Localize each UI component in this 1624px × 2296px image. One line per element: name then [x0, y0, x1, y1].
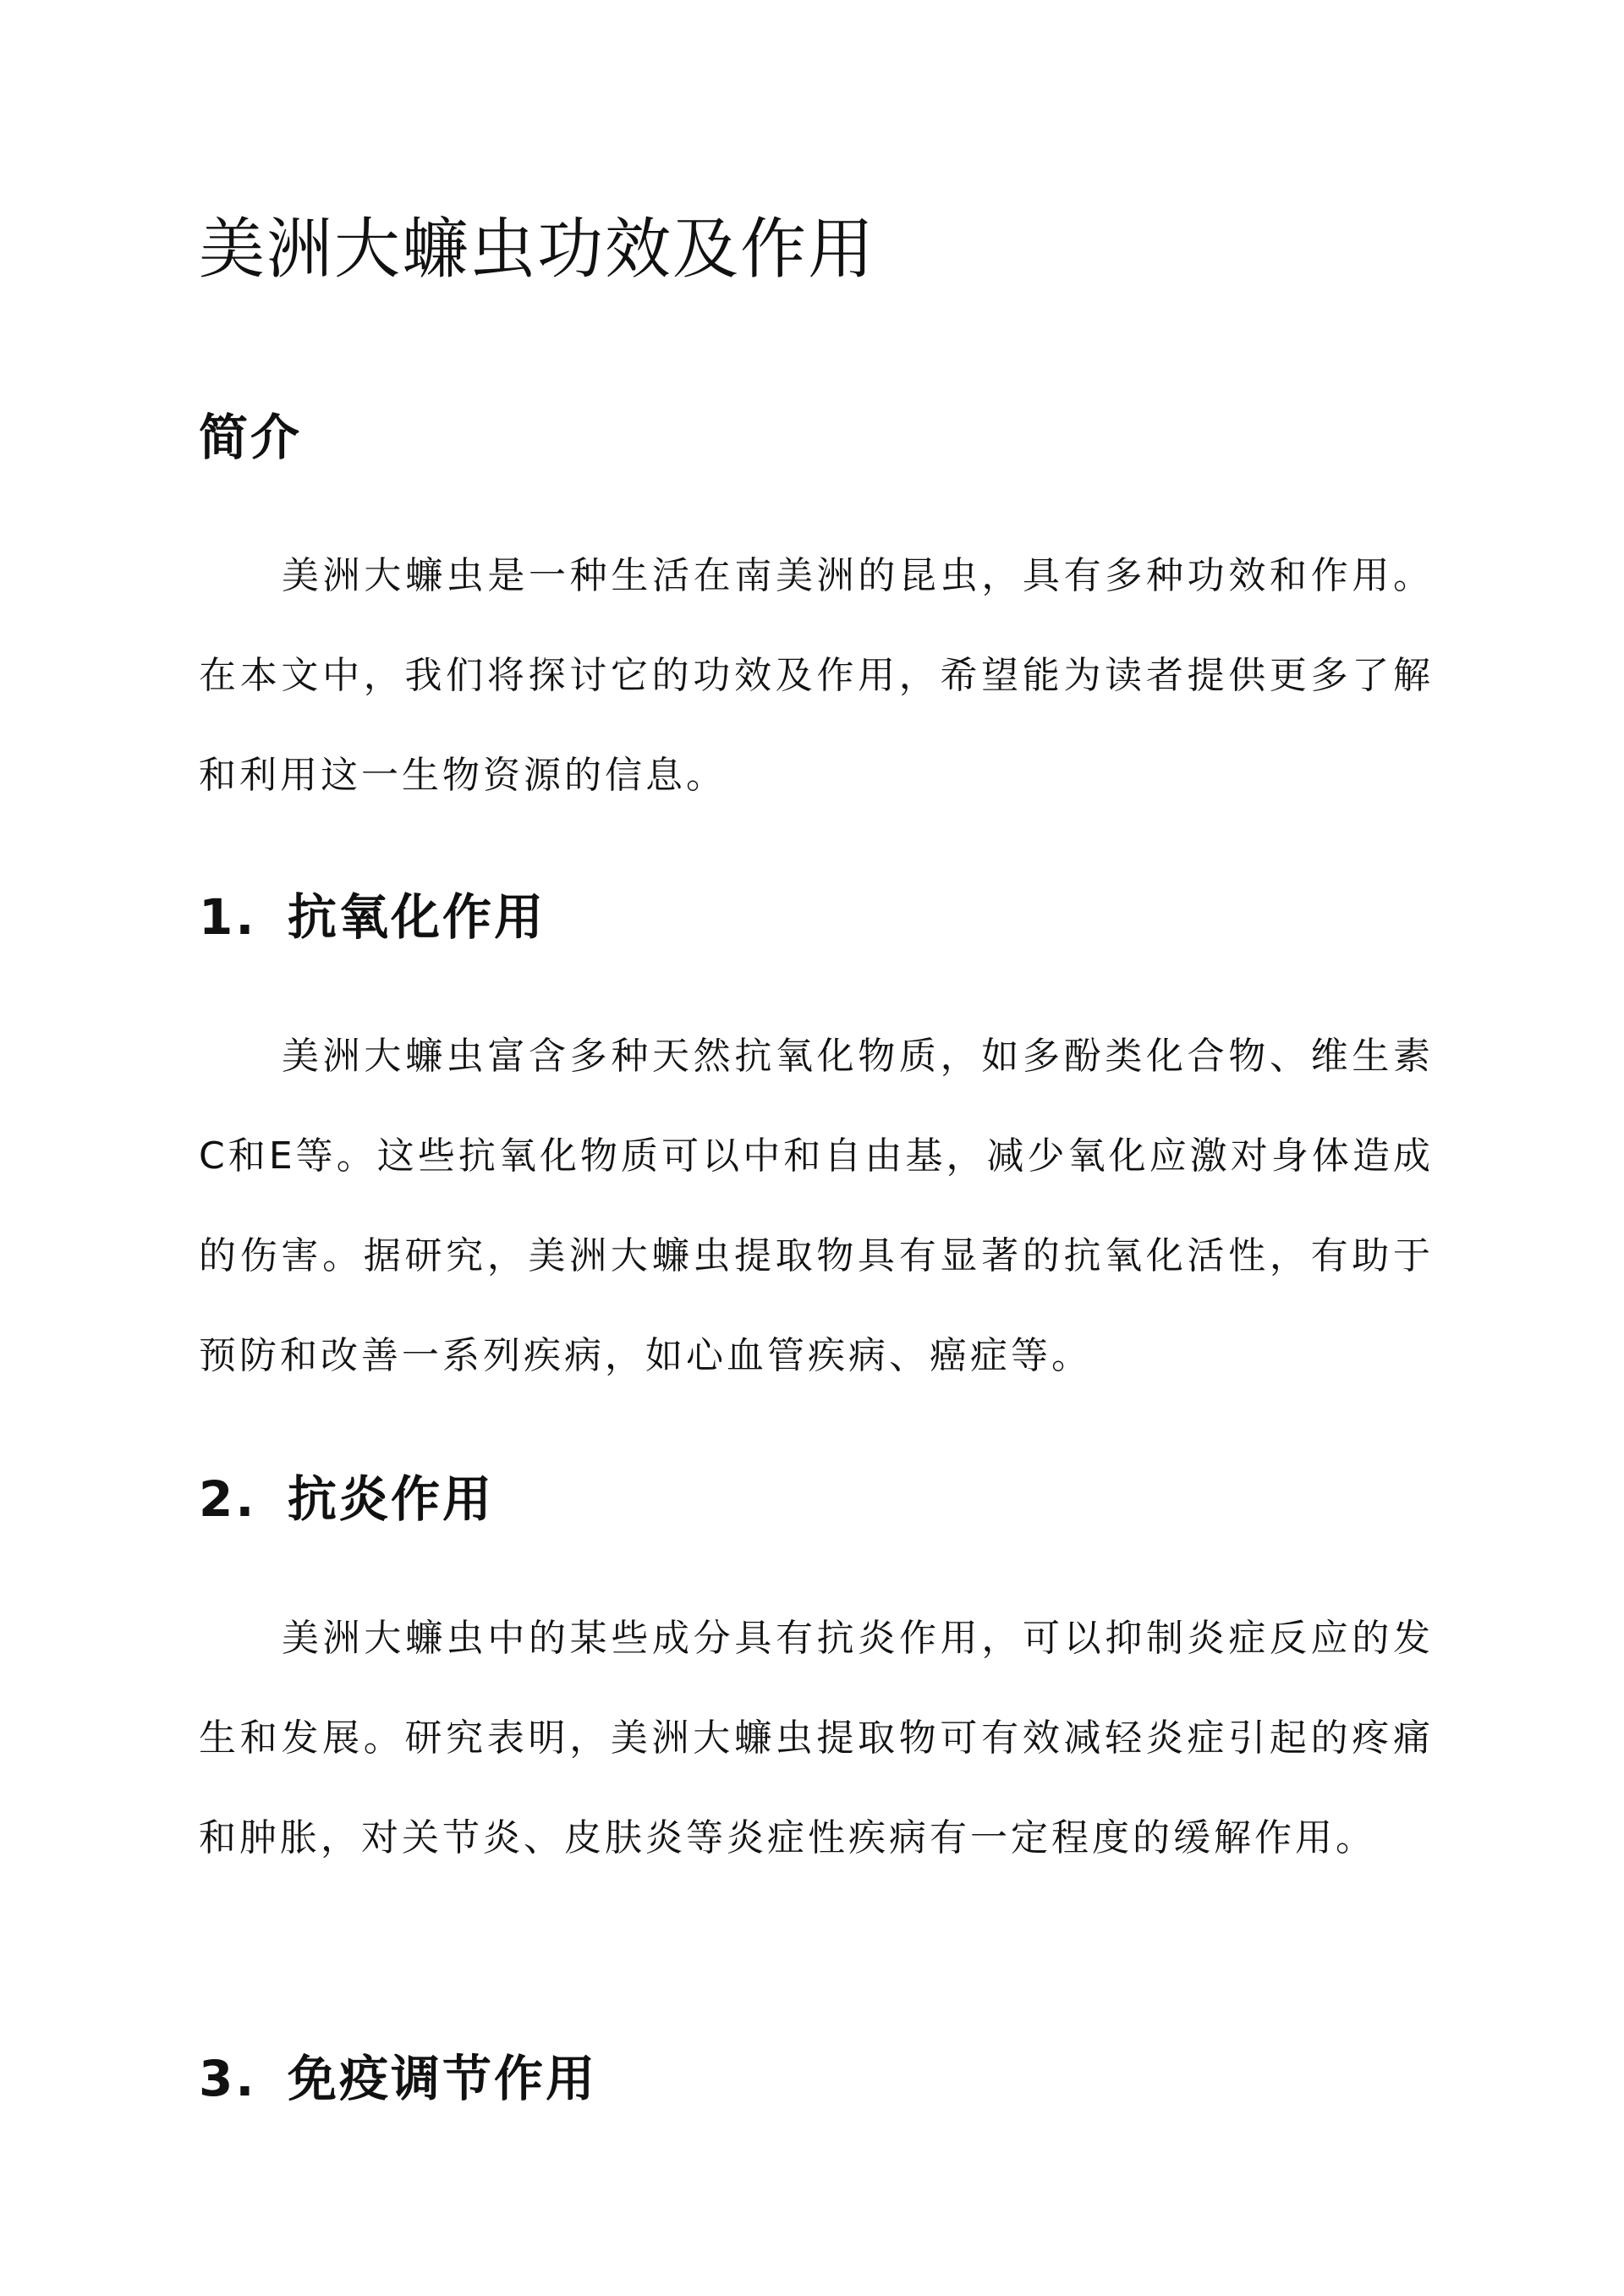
section-heading-anti-inflammatory — [199, 1459, 494, 1530]
section-number: 2. — [199, 1470, 257, 1528]
section-number: 3. — [199, 2050, 257, 2107]
document-title: 美洲大蠊虫功效及作用 — [199, 211, 876, 288]
section-heading-text: 抗氧化作用 — [288, 888, 546, 946]
section-heading-text: 抗炎作用 — [288, 1470, 495, 1528]
section-heading-antioxidant — [199, 877, 546, 948]
paragraph-intro: 美洲大蠊虫是一种生活在南美洲的昆虫，具有多种功效和作用。在本文中，我们将探讨它的功效及作用，希望能为读者提供更多了解和利用这一生物资源的信息。 — [199, 554, 1434, 797]
section-heading-text: 免疫调节作用 — [288, 2050, 598, 2107]
section-number: 1. — [199, 888, 257, 946]
section-heading-text: 简介 — [199, 409, 303, 466]
paragraph-antioxidant: 美洲大蠊虫富含多种天然抗氧化物质，如多酚类化合物、维生素C和E等。这些抗氧化物质可以中和自由基，减少氧化应激对身体造成的伤害。据研究，美洲大蠊虫提取物具有显著的抗氧化活性，有助于预防和改善一系列疾病，如心血管疾病、癌症等。 — [199, 1035, 1434, 1377]
section-heading-intro — [199, 398, 302, 469]
paragraph-anti-inflammatory: 美洲大蠊虫中的某些成分具有抗炎作用，可以抑制炎症反应的发生和发展。研究表明，美洲大蠊虫提取物可有效减轻炎症引起的疼痛和肿胀，对关节炎、皮肤炎等炎症性疾病有一定程度的缓解作用。 — [199, 1617, 1434, 1859]
section-heading-immune — [199, 2039, 597, 2110]
